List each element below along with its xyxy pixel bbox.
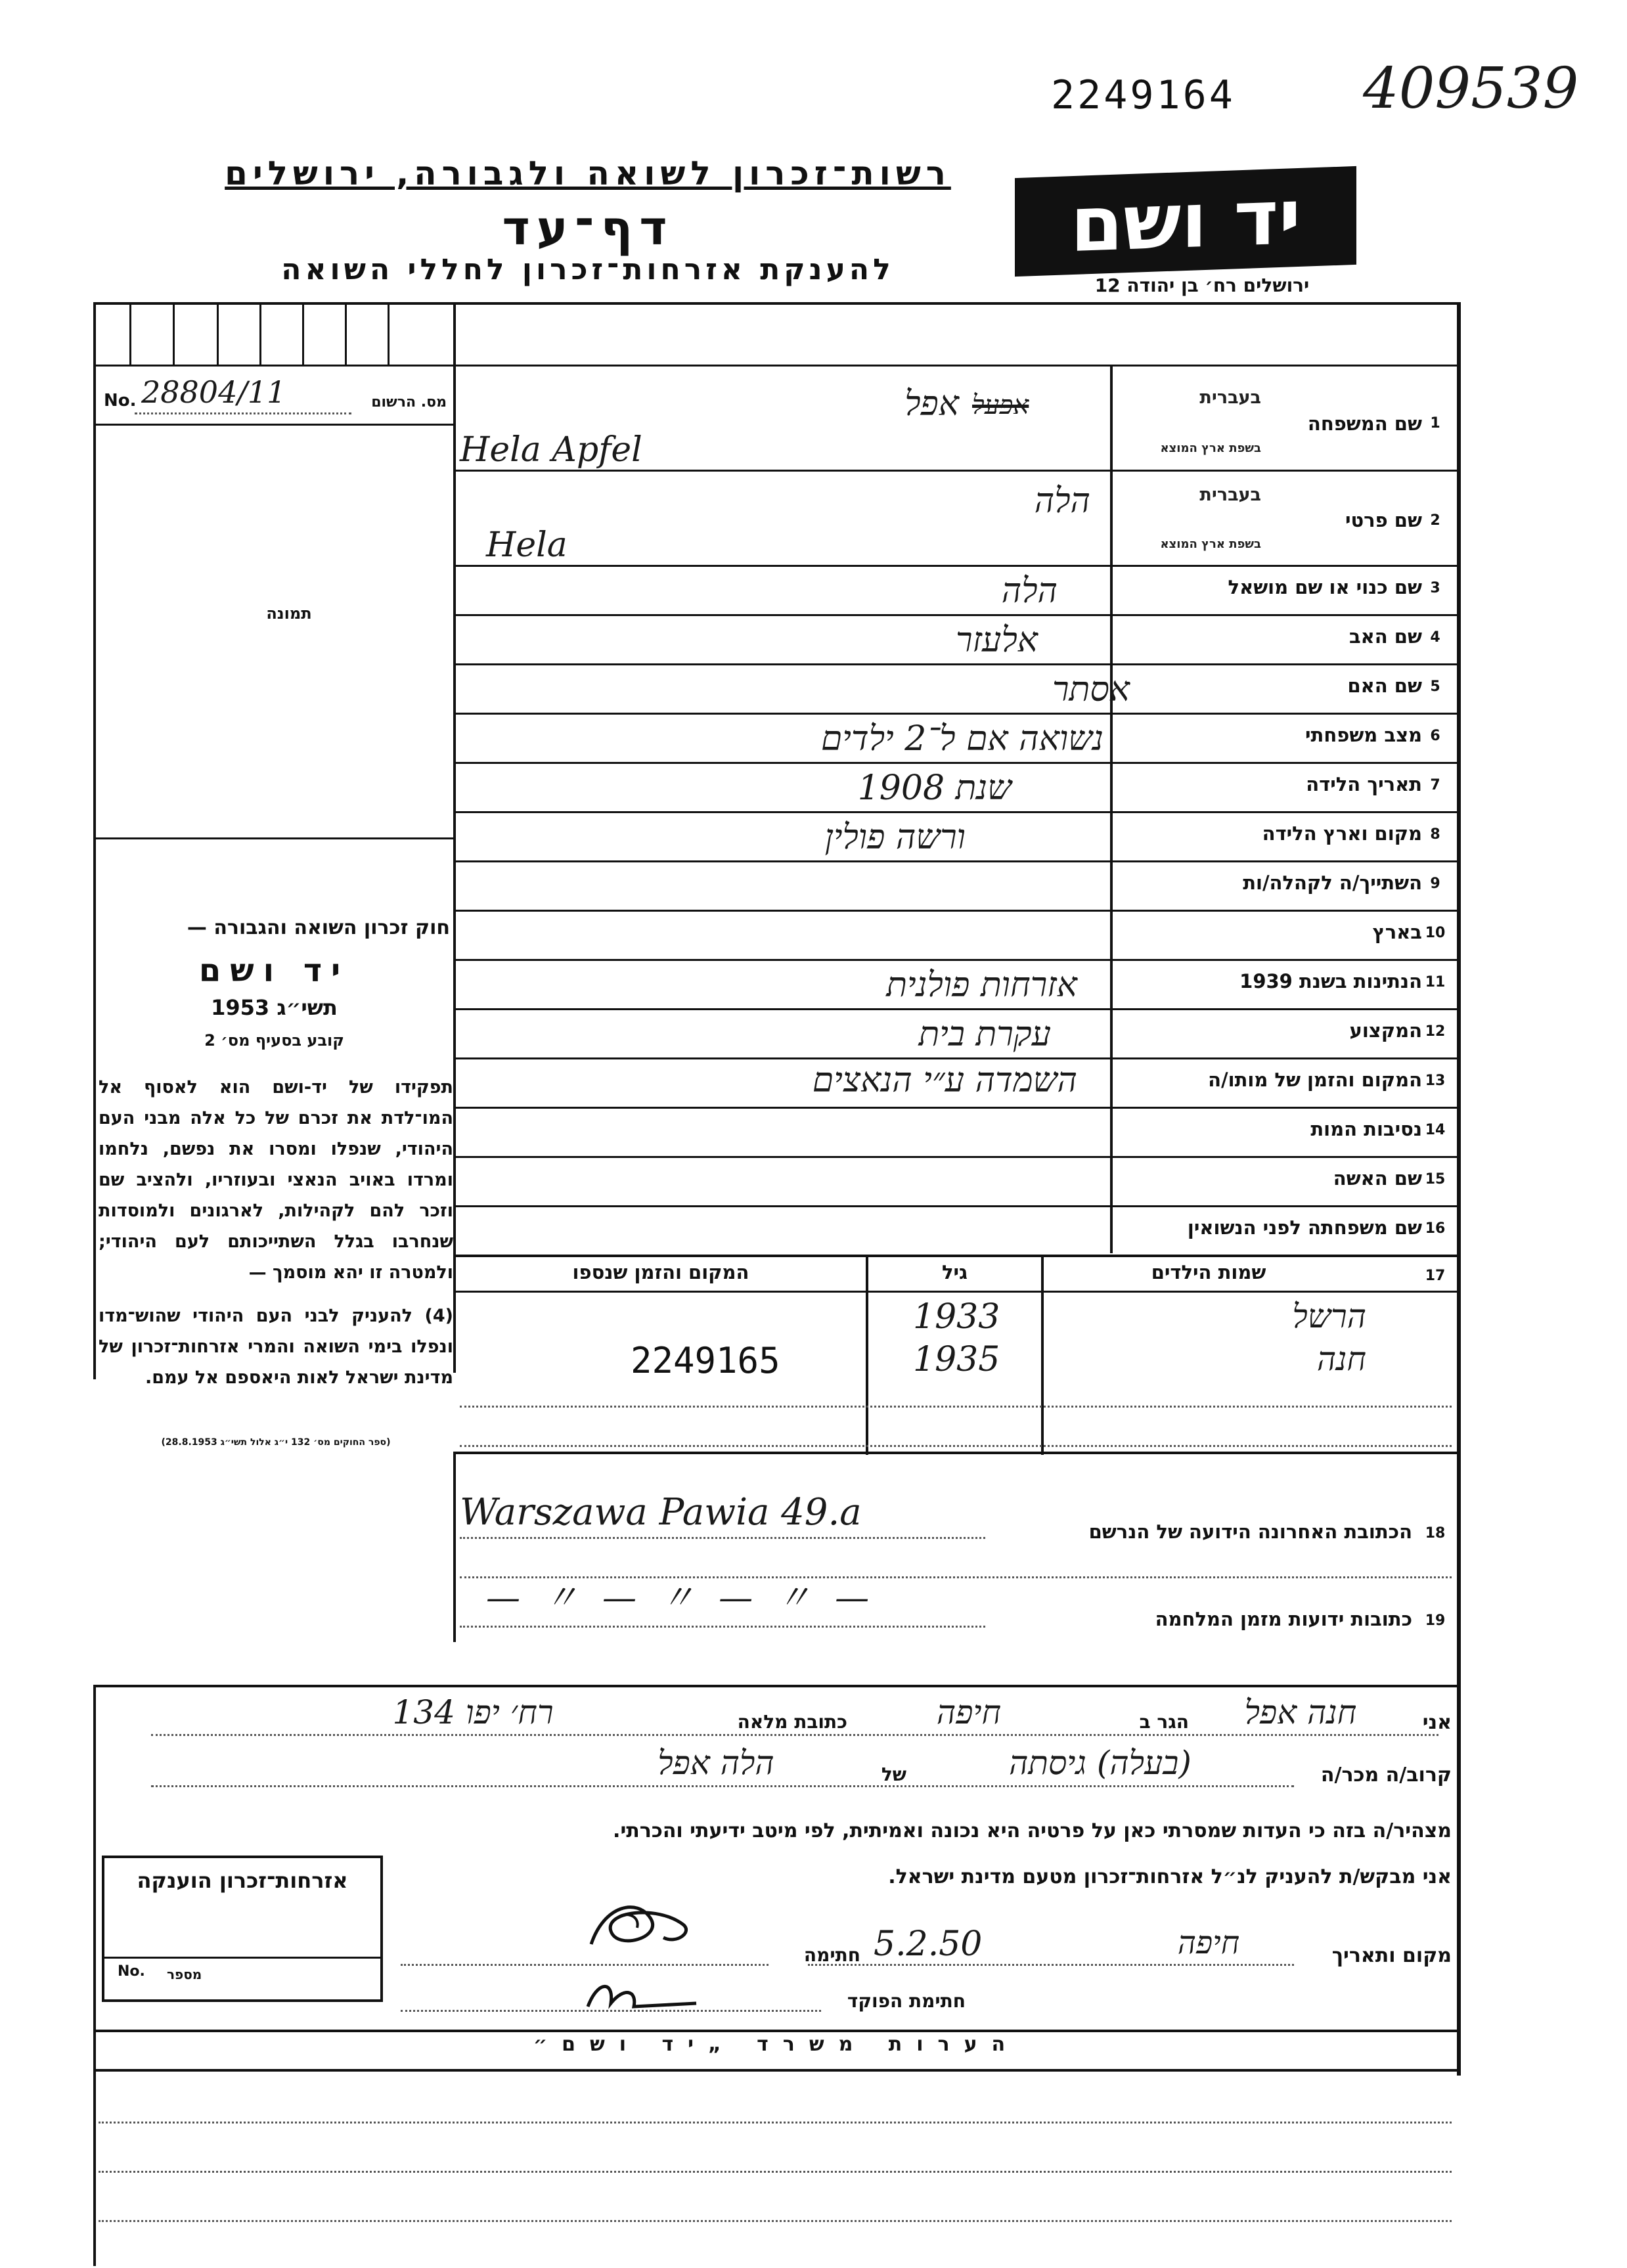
- declaration-full-address-label: כתובת מלאה: [737, 1711, 847, 1733]
- field-9-label: השתייך/ה לקהלה/ות: [1243, 872, 1422, 894]
- registry-no-label: No.: [104, 391, 137, 411]
- law-title: חוק זכרון השואה והגבורה —: [187, 916, 450, 939]
- stamp-number-label: מספר: [167, 1967, 202, 1982]
- field-10-number: 10: [1425, 925, 1446, 941]
- office-notes-line-2[interactable]: [99, 2171, 1452, 2173]
- date-value[interactable]: 5.2.50: [874, 1924, 983, 1964]
- field-7-label: תאריך הלידה: [1306, 773, 1422, 795]
- field-11-number: 11: [1425, 974, 1446, 990]
- office-notes-line-1[interactable]: [99, 2122, 1452, 2123]
- children-age-header: גיל: [941, 1261, 968, 1283]
- form-title: דף־עד: [502, 200, 674, 256]
- field-18-value[interactable]: Warszawa Pawia 49.a: [460, 1491, 862, 1534]
- field-10-label: בארץ: [1372, 921, 1422, 943]
- logo-text: יד ושם: [1070, 172, 1301, 270]
- field-4-label: שם האב: [1348, 625, 1422, 648]
- children-place-header: המקום והזמן שנספו: [572, 1261, 749, 1283]
- field-4-value[interactable]: אלעזר: [956, 621, 1038, 660]
- field-15-label: שם האשה: [1333, 1167, 1422, 1190]
- office-notes-title: הערות משרד „יד ושם״: [533, 2033, 1020, 2056]
- field-2-label: שם פרטי: [1345, 509, 1422, 531]
- inspector-signature-label: חתימת הפוקד: [847, 1990, 966, 2012]
- stamp-title: אזרחות־זכרון הוענקה: [137, 1868, 348, 1893]
- declaration-i-label: אני: [1422, 1711, 1452, 1734]
- form-subtitle: להענקת אזרחות־זכרון לחללי השואה: [281, 253, 895, 286]
- field-3-value[interactable]: הלה: [1001, 571, 1058, 611]
- office-notes-line-3[interactable]: [99, 2220, 1452, 2222]
- field-16-label: שם משפחתה לפני הנשואין: [1187, 1216, 1422, 1239]
- stamp-no-label: No.: [118, 1963, 145, 1980]
- registry-label: מס. הרשום: [371, 394, 447, 411]
- field-19-label: כתובות ידועות מזמן המלחמה: [1155, 1608, 1412, 1630]
- field-6-value[interactable]: נשואה אם ל־2 ילדים: [820, 719, 1103, 759]
- declaration-resides-label: הגר ב: [1139, 1711, 1189, 1733]
- child-2-name[interactable]: חנה: [1316, 1340, 1366, 1378]
- field-6-label: מצב משפחתי: [1304, 724, 1422, 746]
- field-3-number: 3: [1430, 580, 1440, 596]
- law-year: תשי״ג 1953: [211, 995, 338, 1020]
- field-17-number: 17: [1425, 1268, 1446, 1284]
- field-12-value[interactable]: עקרת בית: [918, 1015, 1051, 1054]
- document-number: 2249164: [1051, 72, 1236, 118]
- field-8-label: מקום וארץ הלידה: [1262, 822, 1422, 845]
- declaration-relative-label: קרוב/ה מכר/ה: [1320, 1764, 1452, 1787]
- field-1-label: שם המשפחה: [1307, 412, 1422, 435]
- field-11-value[interactable]: אזרחות פולנית: [886, 966, 1077, 1005]
- law-section: קובע בסעיף מס׳ 2: [204, 1031, 344, 1050]
- field-5-number: 5: [1430, 678, 1440, 695]
- declaration-request: אני מבקש/ת להעניק לנ״ל אזרחות־זכרון מטעם מדינת ישראל.: [888, 1865, 1452, 1888]
- field-5-label: שם האם: [1347, 675, 1422, 697]
- field-13-value[interactable]: השמדה ע״י הנאצים: [812, 1061, 1077, 1100]
- field-8-value[interactable]: ורשה פולין: [824, 818, 966, 857]
- handwritten-number: 409539: [1363, 56, 1579, 122]
- field-7-value[interactable]: שנת 1908: [857, 768, 1012, 808]
- photo-label: תמונה: [266, 604, 312, 623]
- field-3-label: שם כנוי או שם מושאל: [1228, 576, 1422, 598]
- field-8-number: 8: [1430, 826, 1440, 843]
- field-1-hebrew-value[interactable]: אפל: [904, 384, 959, 424]
- field-16-number: 16: [1425, 1220, 1446, 1237]
- field-5-value[interactable]: אסתר: [1052, 670, 1130, 709]
- field-19-number: 19: [1425, 1612, 1446, 1629]
- field-2-hebrew-tag: בעברית: [1199, 485, 1261, 505]
- field-12-label: המקצוע: [1349, 1019, 1422, 1042]
- law-citation: (ספר החוקים מס׳ 132 י״ג אלול תשי״ג 28.8.1953): [161, 1437, 391, 1448]
- field-9-number: 9: [1430, 876, 1440, 892]
- field-2-hebrew-value[interactable]: הלה: [1034, 481, 1090, 521]
- authority-name: רשות־זכרון לשואה ולגבורה, ירושלים: [225, 154, 951, 192]
- field-14-label: נסיבות המות: [1310, 1118, 1422, 1140]
- field-1-number: 1: [1430, 415, 1440, 432]
- yad-vashem-logo: [1015, 166, 1356, 277]
- children-names-header: שמות הילדים: [1151, 1261, 1266, 1283]
- address-line: ירושלים רח׳ בן יהודה 12: [1094, 275, 1310, 296]
- declaration-resides-value[interactable]: חיפה: [936, 1693, 1002, 1731]
- field-13-label: המקום והזמן של מותו/ה: [1208, 1069, 1422, 1091]
- child-2-age[interactable]: 1935: [913, 1340, 1000, 1379]
- declaration-of-value[interactable]: הלה אפל: [657, 1744, 774, 1782]
- signature-mark: [578, 1892, 709, 1964]
- field-1-hebrew-tag: בעברית: [1199, 388, 1261, 408]
- child-1-name[interactable]: הרשל: [1292, 1297, 1366, 1335]
- field-1-origin-value[interactable]: Hela Apfel: [460, 430, 642, 470]
- field-13-number: 13: [1425, 1073, 1446, 1089]
- declaration-full-address-value[interactable]: רח׳ יפו 134: [392, 1693, 554, 1731]
- child-2-place[interactable]: 2249165: [631, 1340, 780, 1381]
- child-1-age[interactable]: 1933: [913, 1297, 1000, 1337]
- law-name: יד ושם: [198, 952, 350, 989]
- field-11-label: הנתינות בשנת 1939: [1239, 970, 1422, 992]
- place-value[interactable]: חיפה: [1177, 1924, 1240, 1961]
- field-7-number: 7: [1430, 777, 1440, 793]
- field-2-origin-tag: בשפת ארץ המוצא: [1160, 537, 1261, 551]
- law-clause: (4) להעניק לבני העם היהודי שהוש־מדו ונפלו בימי השואה והמרי אזרחות־זכרון של מדינת ישראל לאות היאספם אל עמם.: [99, 1306, 453, 1388]
- field-18-number: 18: [1425, 1525, 1446, 1542]
- field-18-label: הכתובת האחרונה הידועה של הנרשם: [1088, 1521, 1412, 1543]
- field-15-number: 15: [1425, 1171, 1446, 1188]
- law-text: תפקידו של יד-ושם הוא לאסוף אל המו־לדת את זכרם של כל אלה מבני העם היהודי, שנפלו ומסרו את נפשם, נלחמו ומרדו באויב הנאצי ובעוזריו, ולהציב שם וזכר להם לקהילות, לארגונים ולמוסדות שנחרבו בגלל השתייכותם לעם היהודי; ולמטרה זו יהא מוסמך —: [99, 1077, 453, 1283]
- inspector-signature-mark: [578, 1967, 703, 2020]
- field-1-origin-tag: בשפת ארץ המוצא: [1160, 441, 1261, 455]
- field-12-number: 12: [1425, 1023, 1446, 1040]
- declaration-affirmation: מצהיר/ה בזה כי העדות שמסרתי כאן על פרטיה היא נכונה ואמיתית, לפי מיטב ידיעתי והכרתי.: [613, 1819, 1452, 1842]
- declaration-of-label: של: [881, 1764, 906, 1785]
- field-19-value[interactable]: — 〃 — 〃 — 〃 —: [486, 1578, 876, 1618]
- citizenship-stamp-box: [102, 1856, 383, 2002]
- field-2-origin-value[interactable]: Hela: [486, 525, 568, 565]
- declaration-relative-value[interactable]: (בעלה) גיסתה: [1009, 1744, 1192, 1782]
- signature-label: חתימה: [803, 1944, 860, 1966]
- field-6-number: 6: [1430, 728, 1440, 744]
- field-2-number: 2: [1430, 512, 1440, 529]
- field-1-struck-value: אפעל: [972, 390, 1029, 420]
- registry-number: 28804/11: [141, 374, 286, 410]
- place-date-label: מקום ותאריך: [1331, 1944, 1452, 1967]
- declaration-i-value[interactable]: חנה אפל: [1244, 1693, 1357, 1731]
- field-14-number: 14: [1425, 1122, 1446, 1138]
- field-4-number: 4: [1430, 629, 1440, 646]
